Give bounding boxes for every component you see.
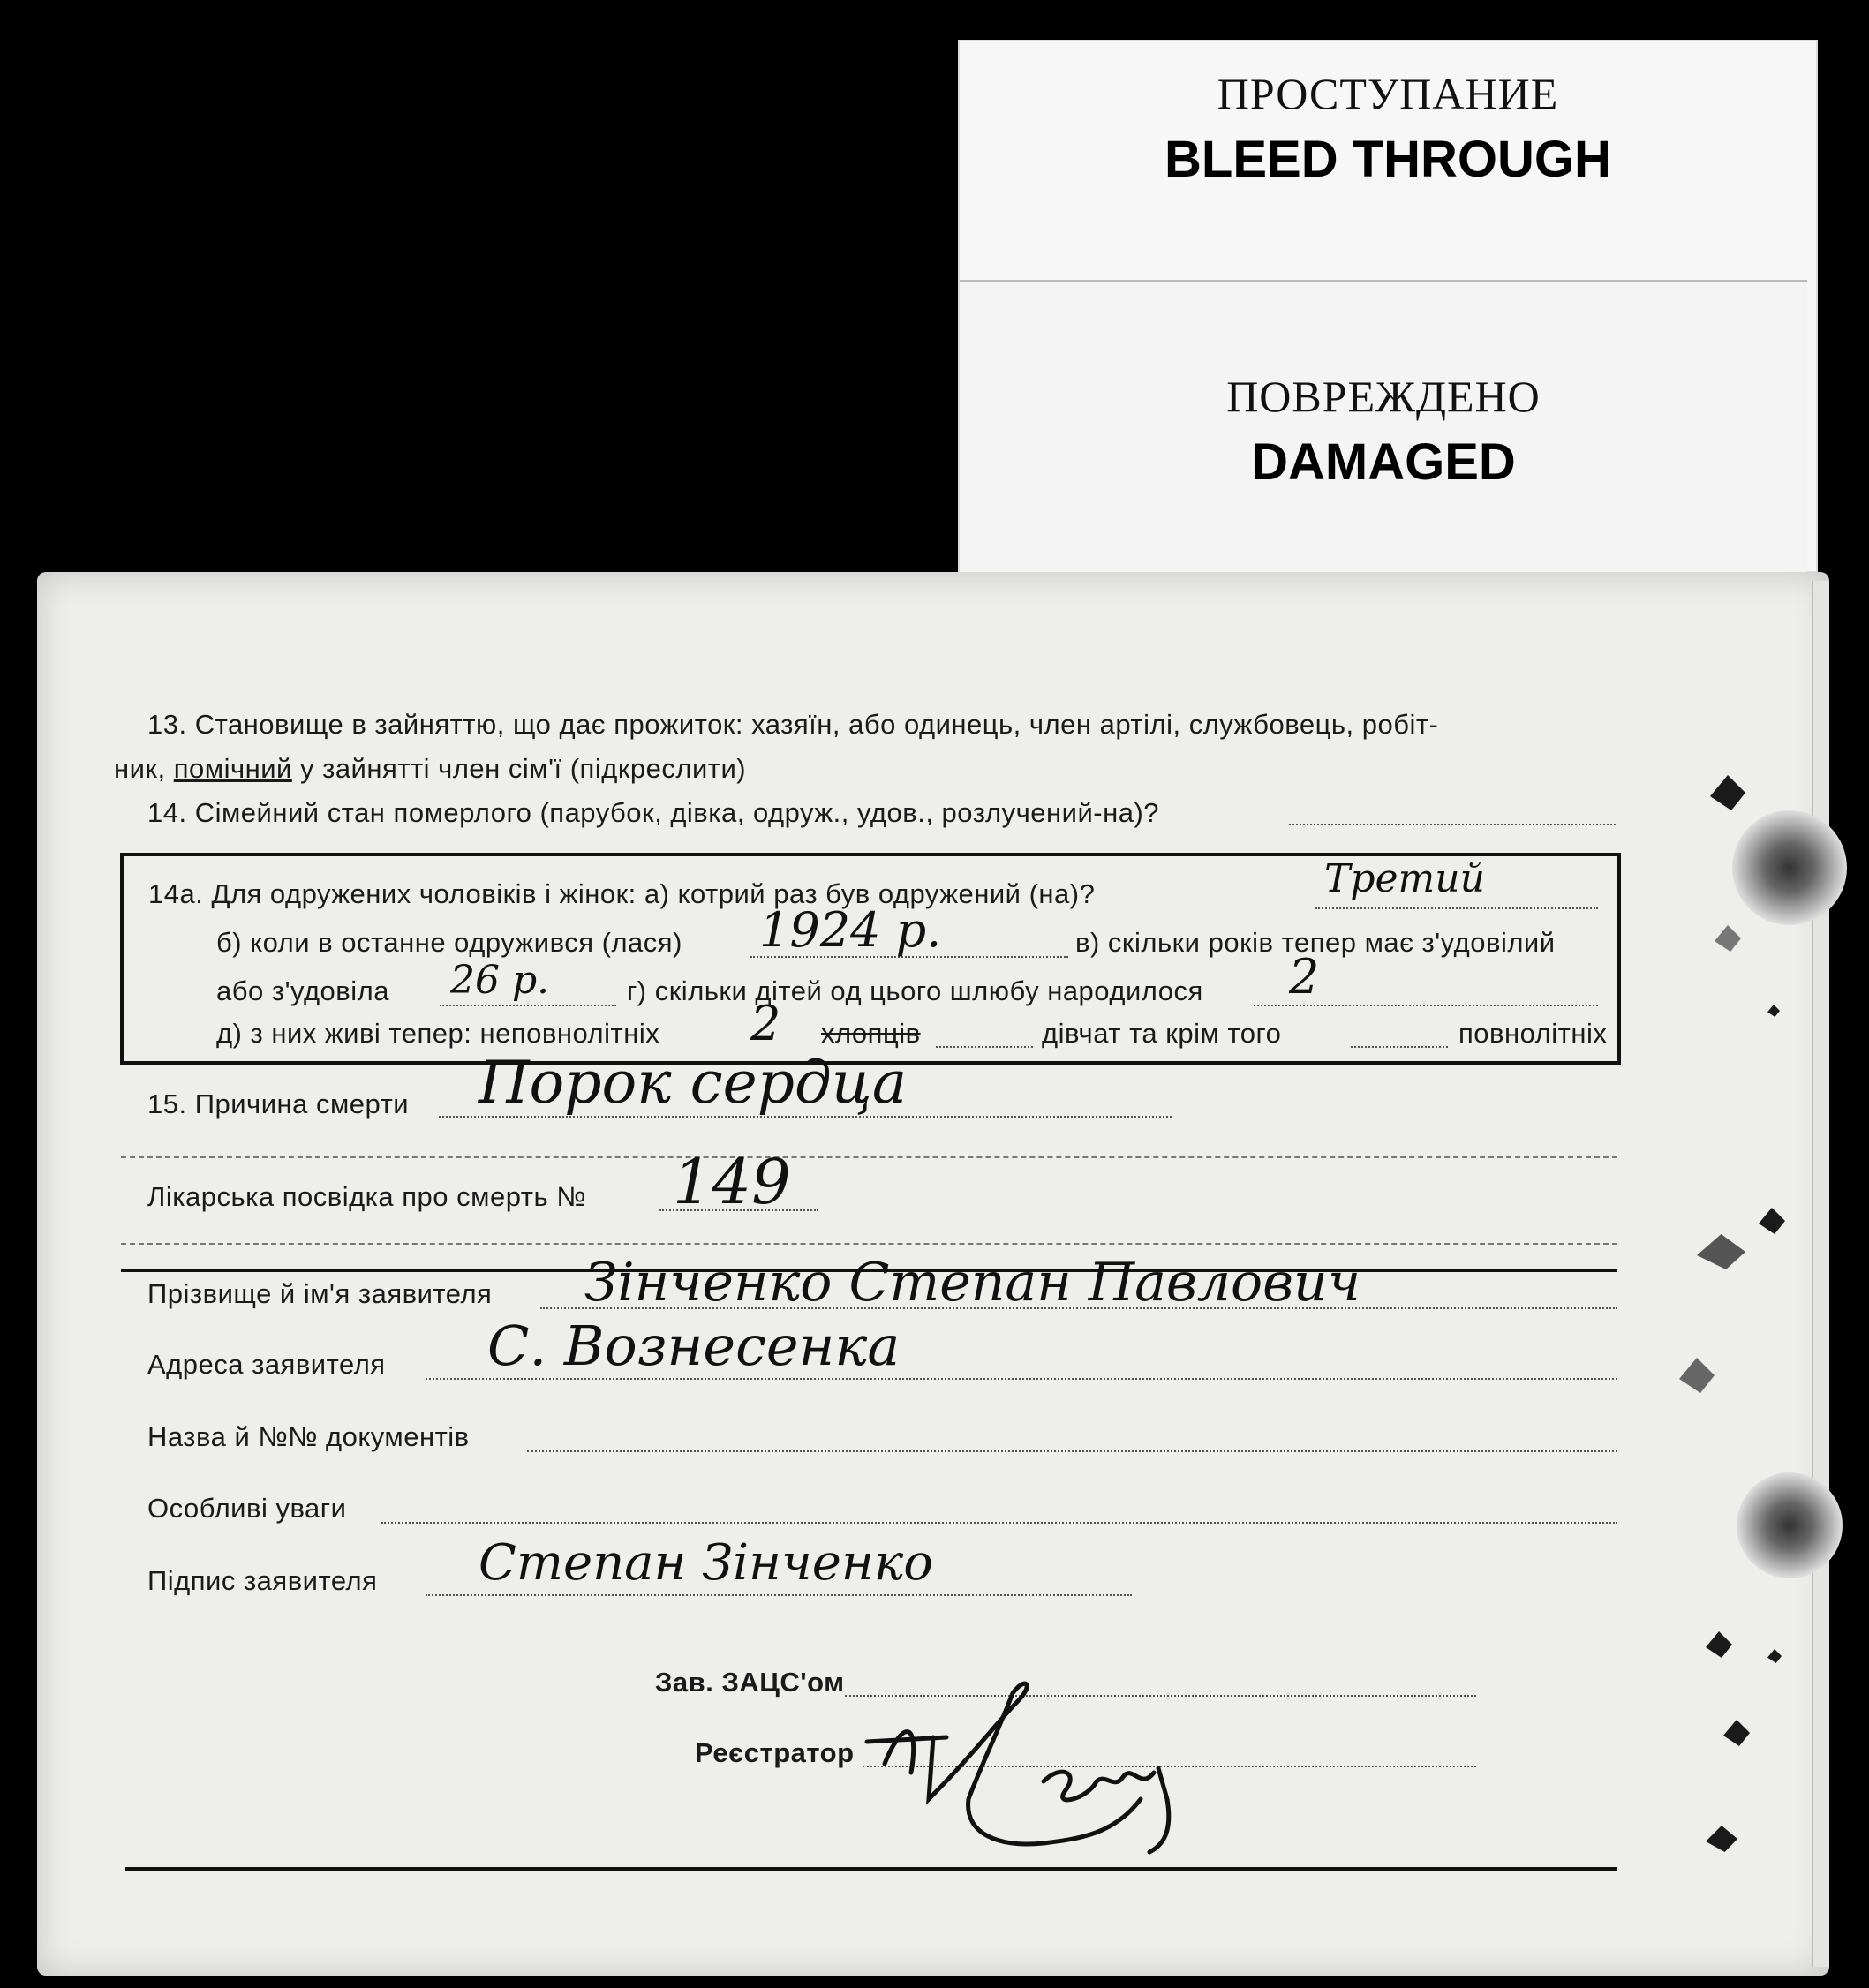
documents-line <box>527 1450 1617 1452</box>
damaged-label-ua: ПОВРЕЖДЕНО <box>1226 372 1541 421</box>
registrar-label: Реєстратор <box>695 1737 855 1768</box>
hw-widowed-years: 26 р. <box>450 958 550 1003</box>
med-cert-second-line <box>121 1243 1617 1245</box>
q14a-line4-b: ніх <box>623 1018 660 1049</box>
q14a-line4-dots2 <box>1351 1046 1448 1048</box>
tear-mark-6 <box>1679 1358 1715 1393</box>
q14a-line1: 14а. Для одружених чоловіків і жінок: а) котрий раз був одружений (на)? <box>148 878 1096 909</box>
tear-mark-9 <box>1723 1720 1750 1746</box>
head-zags-label: Зав. ЗАЦС'ом <box>655 1667 845 1698</box>
tear-mark-8 <box>1767 1649 1782 1663</box>
q14a-line3b: г) скільки дітей од цього шлюбу народилося <box>627 975 1203 1006</box>
tear-mark-5 <box>1759 1208 1785 1234</box>
damaged-label-en: DAMAGED <box>1251 433 1516 491</box>
archival-label-card <box>958 40 1818 573</box>
q14a-line3a: або з'удовіла <box>216 975 389 1006</box>
bottom-rule <box>125 1867 1617 1871</box>
q14a-line4-dots1 <box>936 1046 1033 1048</box>
remarks-line <box>381 1522 1617 1524</box>
hw-applicant-name: Зінченко Степан Павлович <box>584 1252 1361 1314</box>
q14a-line3-dots1 <box>440 1005 616 1006</box>
hw-last-married: 1924 р. <box>759 902 942 958</box>
damaged-label-strip <box>960 280 1807 574</box>
hw-cause-of-death: Порок сердца <box>479 1049 908 1117</box>
q14a-line4-adults: повнолітніх <box>1458 1018 1608 1049</box>
hw-applicant-signature: Степан Зінченко <box>479 1534 933 1592</box>
q13-line1: 13. Становище в зайняттю, що дає прожиток: хазяїн, або одинець, член артілі, службовець, робіт- <box>147 709 1439 740</box>
documents-label: Назва й №№ документів <box>147 1421 470 1452</box>
q14-label: 14. Сімейний стан померлого (парубок, дівка, одруж., удов., розлучений-на)? <box>147 797 1160 828</box>
punch-hole-middle <box>1737 1472 1843 1578</box>
tear-mark-10 <box>1706 1826 1737 1852</box>
q14a-line2a: б) коли в останне одружився (лася) <box>216 927 682 958</box>
hw-children-born: 2 <box>1289 949 1320 1005</box>
applicant-signature-label: Підпис заявителя <box>147 1565 378 1596</box>
bleed-through-label-en: BLEED THROUGH <box>1164 131 1611 188</box>
q15-label: 15. Причина смерти <box>147 1088 410 1119</box>
q13-line2 <box>114 753 746 785</box>
tear-mark-3 <box>1767 1005 1780 1017</box>
q14-answer-line <box>1289 824 1616 825</box>
tear-mark-2 <box>1715 925 1741 952</box>
tear-mark-1 <box>1710 775 1745 810</box>
q13-prefix: ник, <box>114 753 174 784</box>
hw-marriage-count: Третий <box>1324 856 1485 901</box>
hw-children-alive: 2 <box>750 996 781 1051</box>
q14a-line4-girls: дівчат та крім того <box>1042 1018 1282 1049</box>
q14a-line4-boys: хлопців <box>821 1018 921 1049</box>
q14a-line3-dots2 <box>1254 1005 1598 1006</box>
page-edge <box>1812 581 1829 1967</box>
punch-hole-top <box>1732 810 1847 925</box>
tear-mark-7 <box>1706 1631 1732 1658</box>
applicant-address-line <box>426 1378 1617 1380</box>
q14a-line4-a: д) з них живі тепер: неповноліт <box>216 1018 624 1049</box>
applicant-address-label: Адреса заявителя <box>147 1349 386 1380</box>
applicant-name-label: Прізвище й ім'я заявителя <box>147 1278 493 1309</box>
hw-cert-number: 149 <box>673 1146 791 1218</box>
q14a-line4 <box>216 1018 659 1050</box>
q15-second-line <box>121 1156 1617 1158</box>
applicant-signature-line <box>426 1594 1132 1596</box>
q14a-line1-dots <box>1315 907 1598 909</box>
tear-mark-4 <box>1697 1234 1745 1269</box>
remarks-label: Особливі уваги <box>147 1493 347 1524</box>
q14a-line2b: в) скільки років тепер має з'удовілий <box>1075 927 1556 958</box>
q13-underlined-option: помічний <box>173 753 292 784</box>
hw-applicant-address: С. Вознесенка <box>487 1314 901 1378</box>
registrar-signature <box>849 1667 1220 1870</box>
document-page <box>37 572 1829 1976</box>
med-cert-label: Лікарська посвідка про смерть № <box>147 1181 586 1212</box>
q13-suffix: у зайнятті член сім'ї (підкреслити) <box>291 753 747 784</box>
bleed-through-label-ua: ПРОСТУПАНИЕ <box>1217 69 1559 118</box>
q14a-box <box>120 853 1621 1065</box>
